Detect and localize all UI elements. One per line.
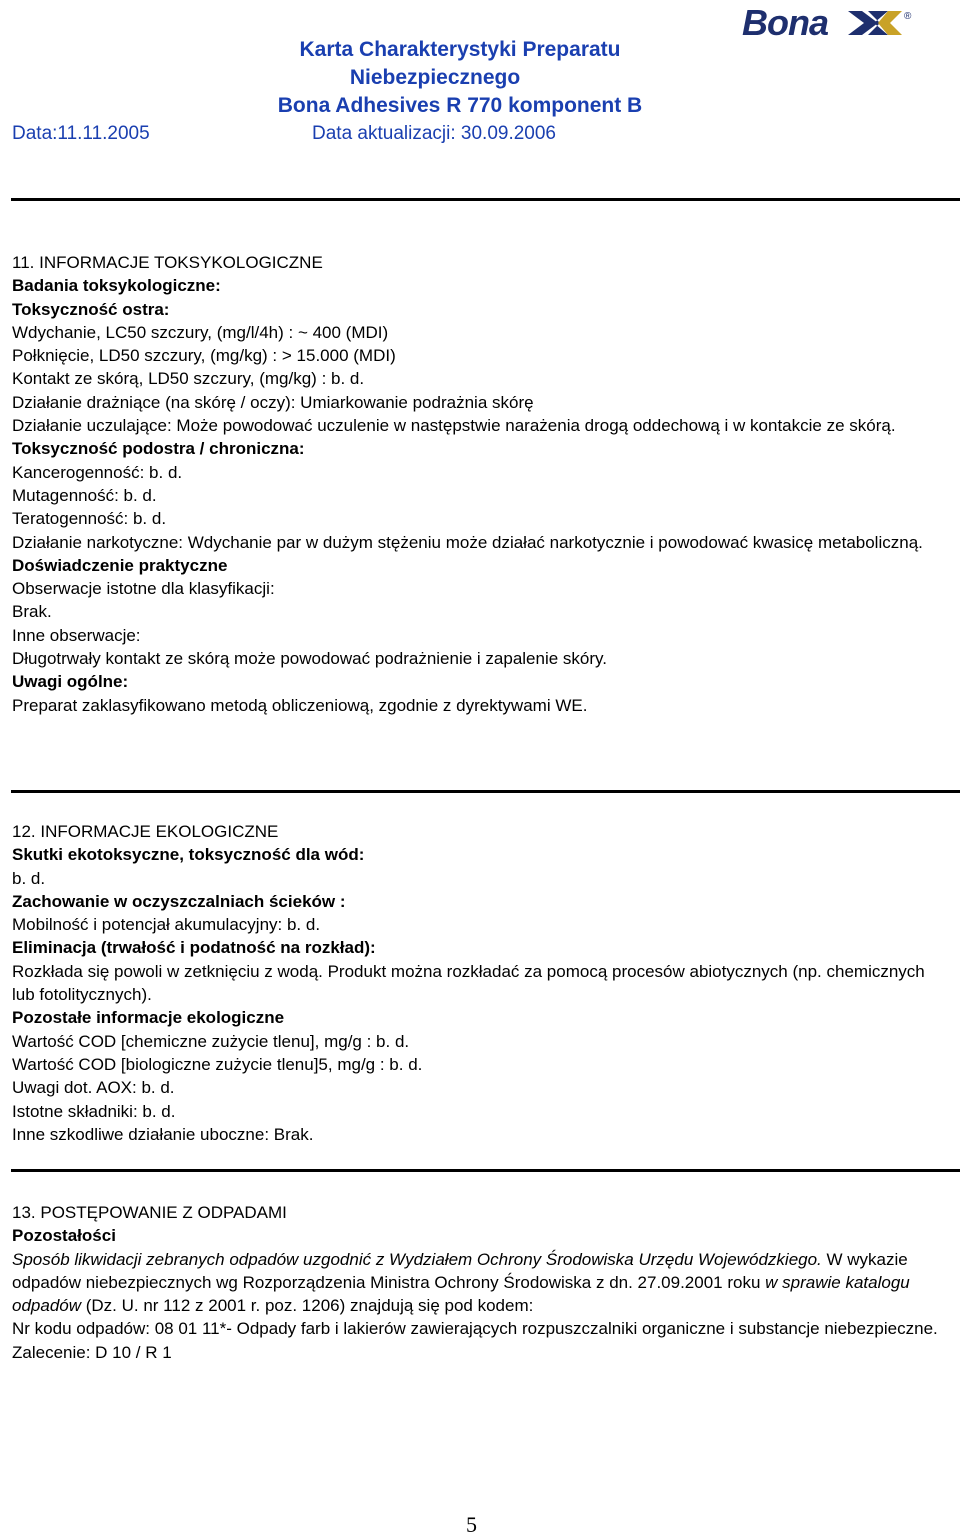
subheading: Doświadczenie praktyczne — [12, 555, 228, 575]
document-title — [0, 36, 960, 120]
disposal-paragraph — [12, 1248, 942, 1318]
text-paragraph: Działanie narkotyczne: Wdychanie par w dużym stężeniu może działać narkotycznie i powodować kwasicę metaboliczną. — [12, 532, 923, 552]
text-line: Uwagi dot. AOX: b. d. — [12, 1078, 175, 1098]
subheading: Skutki ekotoksyczne, toksyczność dla wód: — [12, 845, 365, 865]
text-line: Brak. — [12, 602, 52, 622]
subheading: Pozostałości — [12, 1226, 116, 1246]
subheading: Pozostałe informacje ekologiczne — [12, 1008, 285, 1028]
subheading: Toksyczność ostra: — [12, 299, 170, 319]
text-line: Kancerogenność: b. d. — [12, 462, 183, 482]
section-13 — [12, 1201, 942, 1364]
section-heading: 12. INFORMACJE EKOLOGICZNE — [12, 822, 279, 841]
text-line: Mutagenność: b. d. — [12, 485, 157, 505]
italic-text: Sposób likwidacji zebranych odpadów uzgodnić z Wydziałem Ochrony Środowiska Urzędu Wojewódzkiego. — [12, 1249, 822, 1269]
text-span: W wykazie odpadów niebezpiecznych wg Rozporządzenia Ministra Ochrony Środowiska z dn. 27.09.2001 roku — [12, 1249, 908, 1292]
subheading: Eliminacja (trwałość i podatność na rozkład): — [12, 938, 376, 958]
text-line: Wartość COD [chemiczne zużycie tlenu], mg/g : b. d. — [12, 1031, 410, 1051]
page-number: 5 — [466, 1512, 477, 1537]
text-line: Kontakt ze skórą, LD50 szczury, (mg/kg) : b. d. — [12, 369, 365, 389]
section-12 — [12, 820, 942, 1146]
text-line: b. d. — [12, 868, 46, 888]
text-paragraph: Działanie uczulające: Może powodować uczulenie w następstwie narażenia drogą oddechową i w kontakcie ze skórą. — [12, 416, 896, 436]
subheading: Badania toksykologiczne: — [12, 276, 221, 296]
section-heading: 13. POSTĘPOWANIE Z ODPADAMI — [12, 1203, 287, 1222]
section-divider — [11, 790, 960, 793]
text-line: Wartość COD [biologiczne zużycie tlenu]5, mg/g : b. d. — [12, 1054, 423, 1074]
italic-text: w sprawie katalogu odpadów — [12, 1272, 910, 1316]
title-line-2: Niebezpiecznego — [349, 66, 521, 89]
text-line: Połknięcie, LD50 szczury, (mg/kg) : > 15.000 (MDI) — [12, 346, 396, 366]
title-line-3: Bona Adhesives R 770 komponent B — [277, 94, 643, 117]
section-11 — [12, 251, 942, 717]
title-line-1: Karta Charakterystyki Preparatu — [299, 38, 621, 61]
update-date: Data aktualizacji: 30.09.2006 — [312, 123, 556, 144]
text-paragraph: Nr kodu odpadów: 08 01 11*- Odpady farb i lakierów zawierających rozpuszczalniki organiczne i substancje niebezpieczne. Zalecenie: D 10 / R 1 — [12, 1319, 938, 1362]
text-paragraph: Rozkłada się powoli w zetknięciu z wodą. Produkt można rozkładać za pomocą procesów abiotycznych (np. chemicznych lub fotolitycznych). — [12, 961, 925, 1005]
bona-logo — [742, 5, 918, 46]
logo-text: Bona — [742, 5, 828, 41]
subheading: Toksyczność podostra / chroniczna: — [12, 439, 305, 459]
section-divider — [11, 1169, 960, 1172]
text-line: Działanie drażniące (na skórę / oczy): Umiarkowanie podrażnia skórę — [12, 392, 534, 412]
header-divider — [11, 198, 960, 201]
text-span: (Dz. U. nr 112 z 2001 r. poz. 1206) znajdują się pod kodem: — [81, 1296, 534, 1316]
text-line: Teratogenność: b. d. — [12, 509, 167, 529]
issue-date: Data:11.11.2005 — [12, 123, 150, 144]
text-line: Inne obserwacje: — [12, 625, 141, 645]
text-line: Długotrwały kontakt ze skórą może powodować podrażnienie i zapalenie skóry. — [12, 649, 607, 669]
logo-registered: ® — [904, 11, 912, 22]
text-line: Wdychanie, LC50 szczury, (mg/l/4h) : ~ 400 (MDI) — [12, 322, 389, 342]
text-line: Mobilność i potencjał akumulacyjny: b. d. — [12, 915, 321, 935]
logo-x-mark-icon — [848, 11, 902, 35]
text-line: Istotne składniki: b. d. — [12, 1101, 176, 1121]
subheading: Zachowanie w oczyszczalniach ścieków : — [12, 891, 346, 911]
text-line: Inne szkodliwe działanie uboczne: Brak. — [12, 1124, 314, 1144]
text-line: Preparat zaklasyfikowano metodą obliczeniową, zgodnie z dyrektywami WE. — [12, 695, 588, 715]
text-line: Obserwacje istotne dla klasyfikacji: — [12, 579, 275, 599]
subheading: Uwagi ogólne: — [12, 672, 129, 692]
section-heading: 11. INFORMACJE TOKSYKOLOGICZNE — [12, 253, 323, 272]
